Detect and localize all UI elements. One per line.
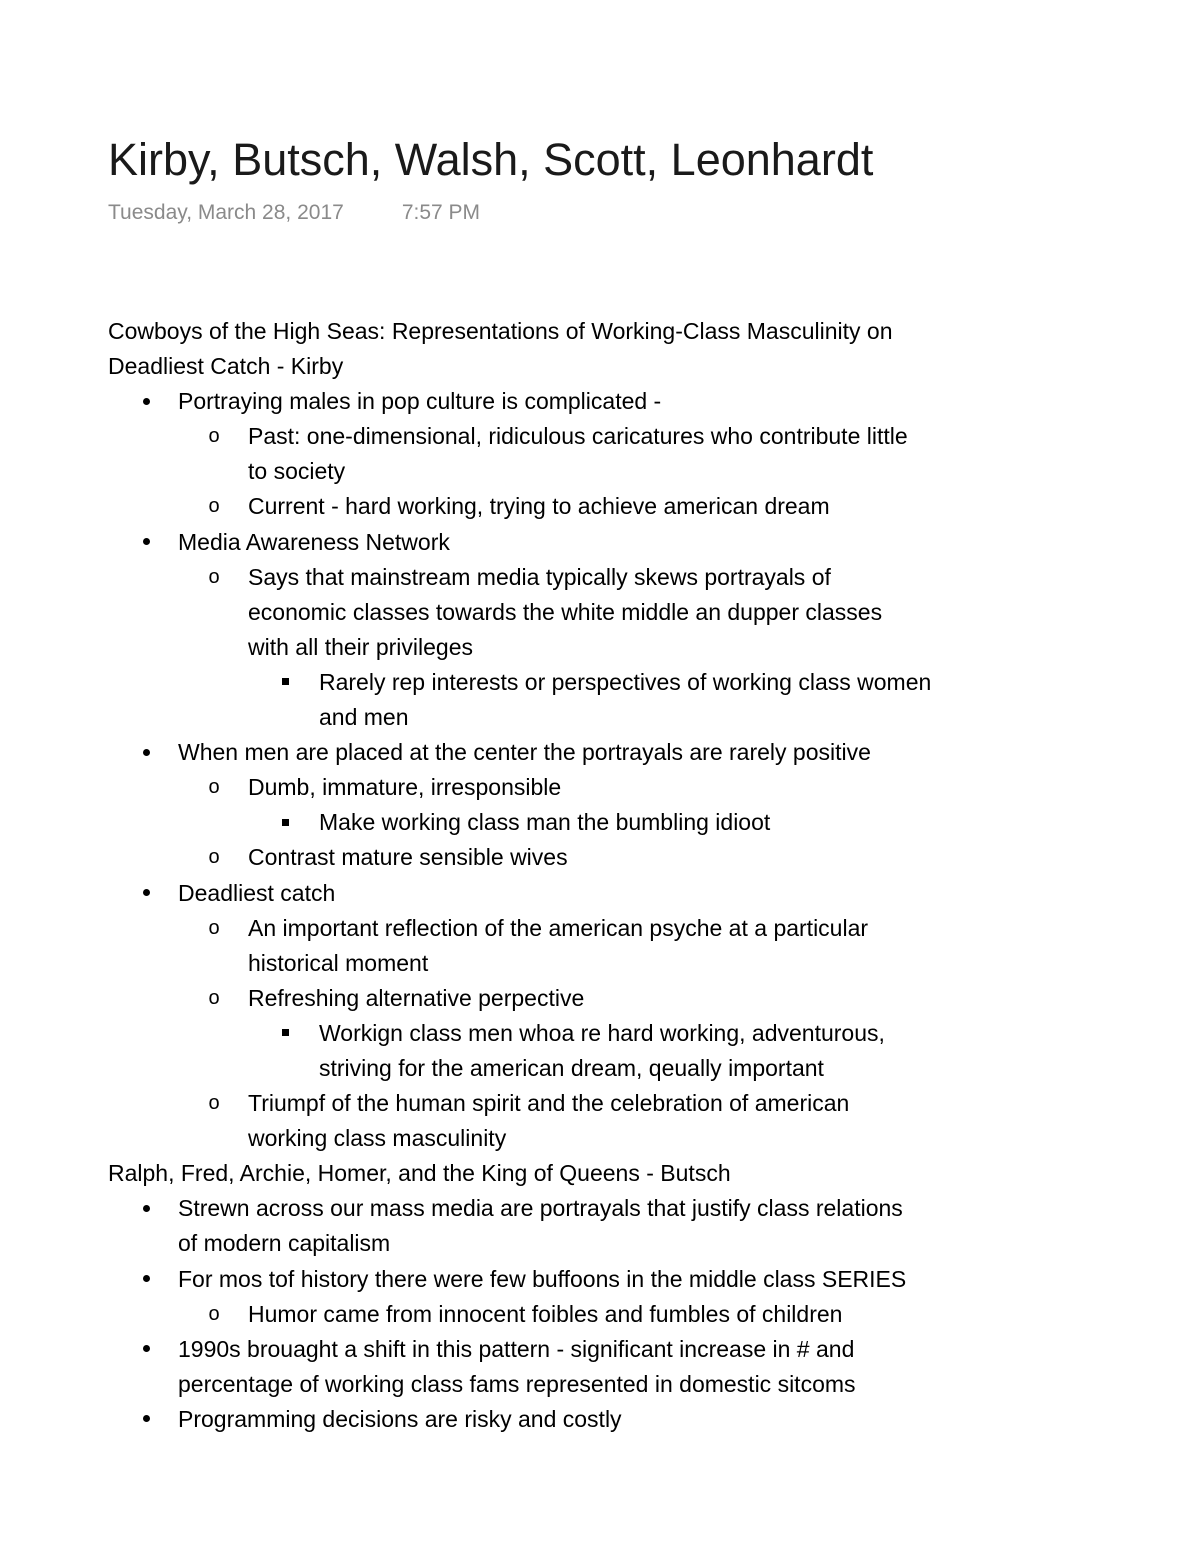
bullet-icon	[136, 735, 156, 770]
outline-line	[108, 1367, 1140, 1402]
bullet-icon	[136, 1402, 156, 1437]
bullet-icon	[136, 1191, 156, 1226]
outline-line	[108, 1121, 1140, 1156]
outline-line	[108, 314, 1140, 349]
note-date: Tuesday, March 28, 2017	[108, 201, 344, 224]
line-text: Past: one-dimensional, ridiculous caricatures who contribute little	[248, 423, 908, 450]
line-text: Current - hard working, trying to achieve american dream	[248, 493, 830, 520]
outline-line	[108, 419, 1140, 454]
page-title: Kirby, Butsch, Walsh, Scott, Leonhardt	[108, 134, 874, 185]
outline-line	[108, 454, 1140, 489]
outline-line	[108, 1051, 1140, 1086]
circle-bullet-marker: o	[208, 776, 220, 799]
line-text: and men	[319, 704, 409, 731]
line-text: Rarely rep interests or perspectives of working class women	[319, 668, 932, 695]
line-text: An important reflection of the american psyche at a particular	[248, 914, 869, 941]
line-text: working class masculinity	[248, 1125, 507, 1152]
note-time: 7:57 PM	[401, 201, 481, 224]
line-text: striving for the american dream, qeually important	[319, 1054, 824, 1081]
line-text: economic classes towards the white middle an dupper classes	[248, 598, 883, 625]
line-text: Contrast mature sensible wives	[248, 844, 568, 871]
outline-line	[108, 1086, 1140, 1121]
square-bullet-icon	[275, 665, 295, 700]
line-text: historical moment	[248, 949, 429, 976]
outline-line	[108, 981, 1140, 1016]
outline-line	[108, 1226, 1140, 1261]
outline-line	[108, 911, 1140, 946]
circle-bullet-marker: o	[208, 495, 220, 518]
circle-bullet-marker: o	[208, 846, 220, 869]
square-bullet-icon	[275, 1016, 295, 1051]
outline-line	[108, 805, 1140, 840]
bullet-icon	[136, 1332, 156, 1367]
line-text: percentage of working class fams represented in domestic sitcoms	[178, 1370, 856, 1397]
outline-line	[108, 1262, 1140, 1297]
line-text: Refreshing alternative perpective	[248, 984, 585, 1011]
outline-line	[108, 735, 1140, 770]
outline-line	[108, 1191, 1140, 1226]
outline-line	[108, 840, 1140, 875]
line-text: Workign class men whoa re hard working, adventurous,	[319, 1019, 885, 1046]
outline-line	[108, 665, 1140, 700]
line-text: Dumb, immature, irresponsible	[248, 774, 562, 801]
line-text: When men are placed at the center the portrayals are rarely positive	[178, 739, 871, 766]
circle-bullet-marker: o	[208, 565, 220, 588]
circle-bullet-marker: o	[208, 1302, 220, 1325]
square-bullet-icon	[275, 805, 295, 840]
outline-line	[108, 1402, 1140, 1437]
line-text: Says that mainstream media typically skews portrayals of	[248, 563, 831, 590]
outline-line	[108, 1297, 1140, 1332]
line-text: Deadliest Catch - Kirby	[108, 353, 344, 380]
circle-bullet-marker: o	[208, 916, 220, 939]
outline-line	[108, 770, 1140, 805]
outline-line	[108, 560, 1140, 595]
line-text: Portraying males in pop culture is complicated -	[178, 388, 662, 415]
line-text: Strewn across our mass media are portrayals that justify class relations	[178, 1195, 903, 1222]
line-text: Make working class man the bumbling idioot	[319, 809, 771, 836]
outline-line	[108, 1016, 1140, 1051]
outline-line	[108, 1332, 1140, 1367]
outline-line	[108, 946, 1140, 981]
circle-bullet-marker: o	[208, 425, 220, 448]
line-text: Programming decisions are risky and costly	[178, 1405, 622, 1432]
note-body	[108, 314, 1140, 1437]
outline-line	[108, 595, 1140, 630]
outline-line	[108, 349, 1140, 384]
bullet-icon	[136, 384, 156, 419]
outline-line	[108, 525, 1140, 560]
line-text: with all their privileges	[248, 633, 473, 660]
bullet-icon	[136, 1262, 156, 1297]
outline-line	[108, 384, 1140, 419]
circle-bullet-marker: o	[208, 1092, 220, 1115]
bullet-icon	[136, 876, 156, 911]
outline-line	[108, 630, 1140, 665]
outline-line	[108, 1156, 1140, 1191]
line-text: Humor came from innocent foibles and fumbles of children	[248, 1300, 843, 1327]
bullet-icon	[136, 525, 156, 560]
line-text: of modern capitalism	[178, 1230, 391, 1257]
line-text: Cowboys of the High Seas: Representations of Working-Class Masculinity on	[108, 318, 893, 344]
outline-line	[108, 700, 1140, 735]
outline-line	[108, 489, 1140, 524]
note-timestamp	[108, 198, 480, 228]
circle-bullet-marker: o	[208, 986, 220, 1009]
line-text: For mos tof history there were few buffoons in the middle class SERIES	[178, 1265, 907, 1292]
outline-line	[108, 876, 1140, 911]
line-text: to society	[248, 458, 346, 485]
line-text: Media Awareness Network	[178, 528, 450, 555]
line-text: Ralph, Fred, Archie, Homer, and the King of Queens - Butsch	[108, 1160, 731, 1187]
line-text: 1990s brouaght a shift in this pattern - significant increase in # and	[178, 1335, 855, 1362]
line-text: Triumpf of the human spirit and the celebration of american	[248, 1090, 850, 1117]
line-text: Deadliest catch	[178, 879, 336, 906]
